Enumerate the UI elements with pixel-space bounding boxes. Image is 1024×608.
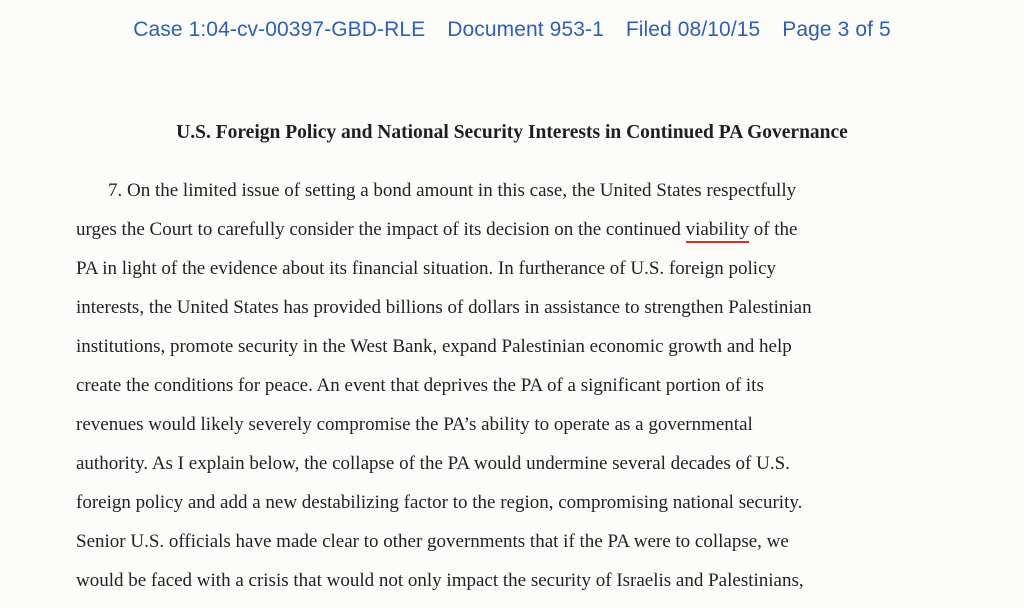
text-line: interests, the United States has provided billions of dollars in assistance to strengthen Palestinian [76, 297, 812, 318]
section-title: U.S. Foreign Policy and National Security Interests in Continued PA Governance [176, 122, 848, 143]
text-line: Senior U.S. officials have made clear to other governments that if the PA were to collapse, we [76, 531, 789, 552]
text-line [76, 219, 797, 249]
text-line: create the conditions for peace. An event that deprives the PA of a significant portion of its [76, 375, 764, 396]
text-line: institutions, promote security in the West Bank, expand Palestinian economic growth and help [76, 336, 792, 357]
case-header [0, 18, 1024, 42]
text-line-head: urges the Court to carefully consider the impact of its decision on the continued [76, 219, 686, 240]
text-line: foreign policy and add a new destabilizing factor to the region, compromising national security. [76, 492, 803, 513]
text-line: 7. On the limited issue of setting a bond amount in this case, the United States respectfully [108, 180, 797, 201]
filed-date: Filed 08/10/15 [625, 18, 761, 41]
text-line-tail: of the [748, 219, 798, 240]
text-line: would be faced with a crisis that would not only impact the security of Israelis and Palestinians, [76, 570, 804, 591]
text-line: revenues would likely severely compromise the PA’s ability to operate as a governmental [76, 414, 753, 435]
text-line: PA in light of the evidence about its financial situation. In furtherance of U.S. foreign policy [76, 258, 777, 279]
case-number: Case 1:04-cv-00397-GBD-RLE [133, 18, 426, 41]
text-line: authority. As I explain below, the collapse of the PA would undermine several decades of U.S. [76, 453, 790, 474]
document-number: Document 953-1 [447, 18, 604, 41]
highlighted-word: viability [686, 219, 749, 243]
page-number: Page 3 of 5 [782, 18, 891, 41]
